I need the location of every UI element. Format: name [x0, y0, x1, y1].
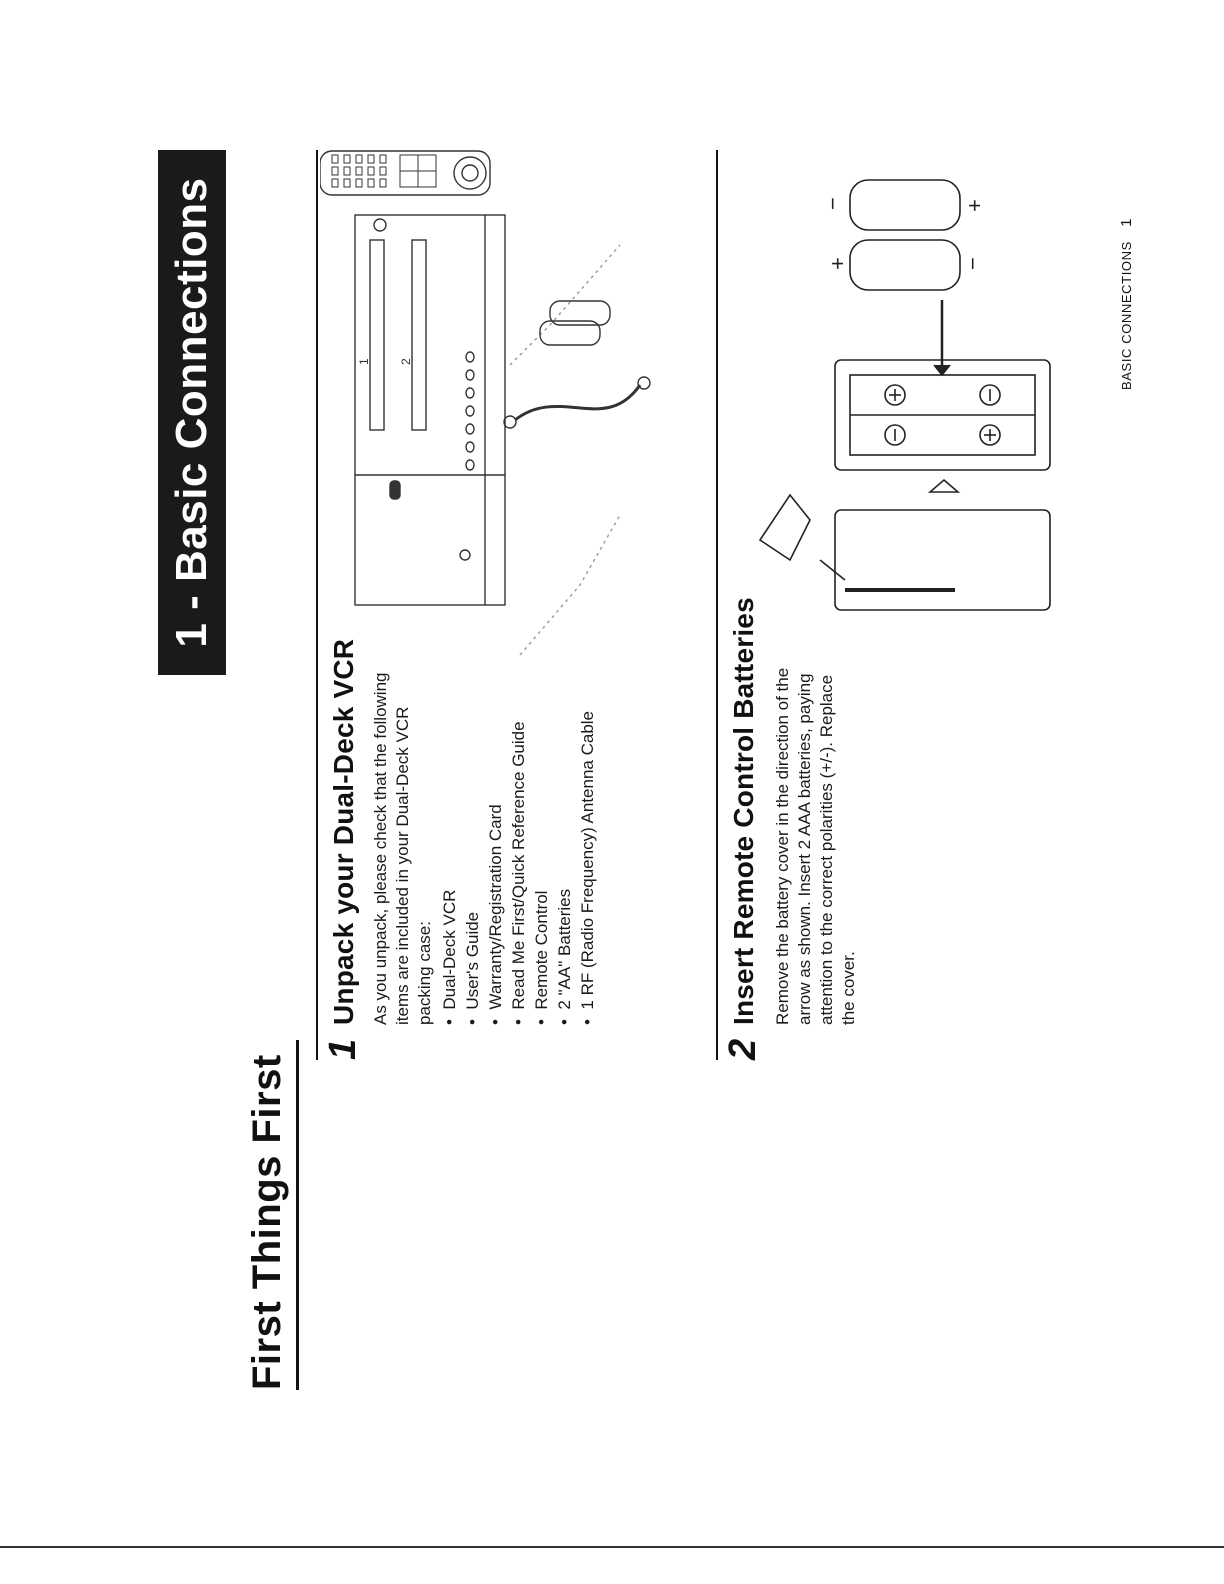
list-item: • User's Guide [461, 645, 484, 1025]
step1-title: Unpack your Dual-Deck VCR [328, 638, 359, 1025]
page-footer [1118, 218, 1135, 390]
battery-compartment-illustration [730, 150, 1110, 620]
list-item: • Warranty/Registration Card [484, 645, 507, 1025]
step1-intro: As you unpack, please check that the following items are included in your Dual-Deck VCR packing case: [371, 672, 434, 1025]
aaa-battery-icon [850, 240, 960, 290]
list-item: • Dual-Deck VCR [438, 645, 461, 1025]
vcr-contents-illustration [320, 145, 710, 665]
deck2-label: 2 [399, 358, 413, 365]
vcr-body-icon [355, 215, 505, 605]
minus-label: − [960, 257, 985, 270]
plus-label: + [825, 257, 850, 270]
list-item: • Read Me First/Quick Reference Guide [507, 645, 530, 1025]
step2-number: 2 [722, 1038, 764, 1060]
aaa-battery-icon [850, 180, 960, 230]
antenna-cable-icon [515, 385, 640, 420]
hand-icon [760, 495, 810, 560]
minus-label: − [820, 197, 845, 210]
page-title: First Things First [245, 1040, 299, 1390]
remote-control-icon [320, 151, 490, 195]
plus-label: + [962, 199, 987, 212]
list-item: • 2 "AA" Batteries [553, 645, 576, 1025]
scan-edge-line [0, 1546, 1224, 1548]
step1-item-list [438, 645, 599, 1025]
section-rule-2 [716, 150, 718, 1060]
deck1-label: 1 [357, 358, 371, 365]
step2-title: Insert Remote Control Batteries [728, 597, 759, 1025]
aa-batteries-icon [540, 301, 610, 345]
rotated-page [150, 140, 1150, 1400]
footer-section: BASIC CONNECTIONS [1119, 241, 1134, 390]
step2-body: Remove the battery cover in the direction of the arrow as shown. Insert 2 AAA batteries, paying attention to the correct polarities (+/-). Replace the cover. [773, 667, 858, 1025]
page-number: 1 [1118, 217, 1135, 227]
section-rule-1 [316, 150, 318, 1060]
chapter-header: 1 - Basic Connections [158, 150, 226, 675]
list-item: • 1 RF (Radio Frequency) Antenna Cable [576, 645, 599, 1025]
battery-cover-icon [835, 510, 1050, 610]
slide-arrow-icon [820, 560, 845, 580]
list-item: • Remote Control [530, 645, 553, 1025]
step1-number: 1 [322, 1038, 364, 1060]
